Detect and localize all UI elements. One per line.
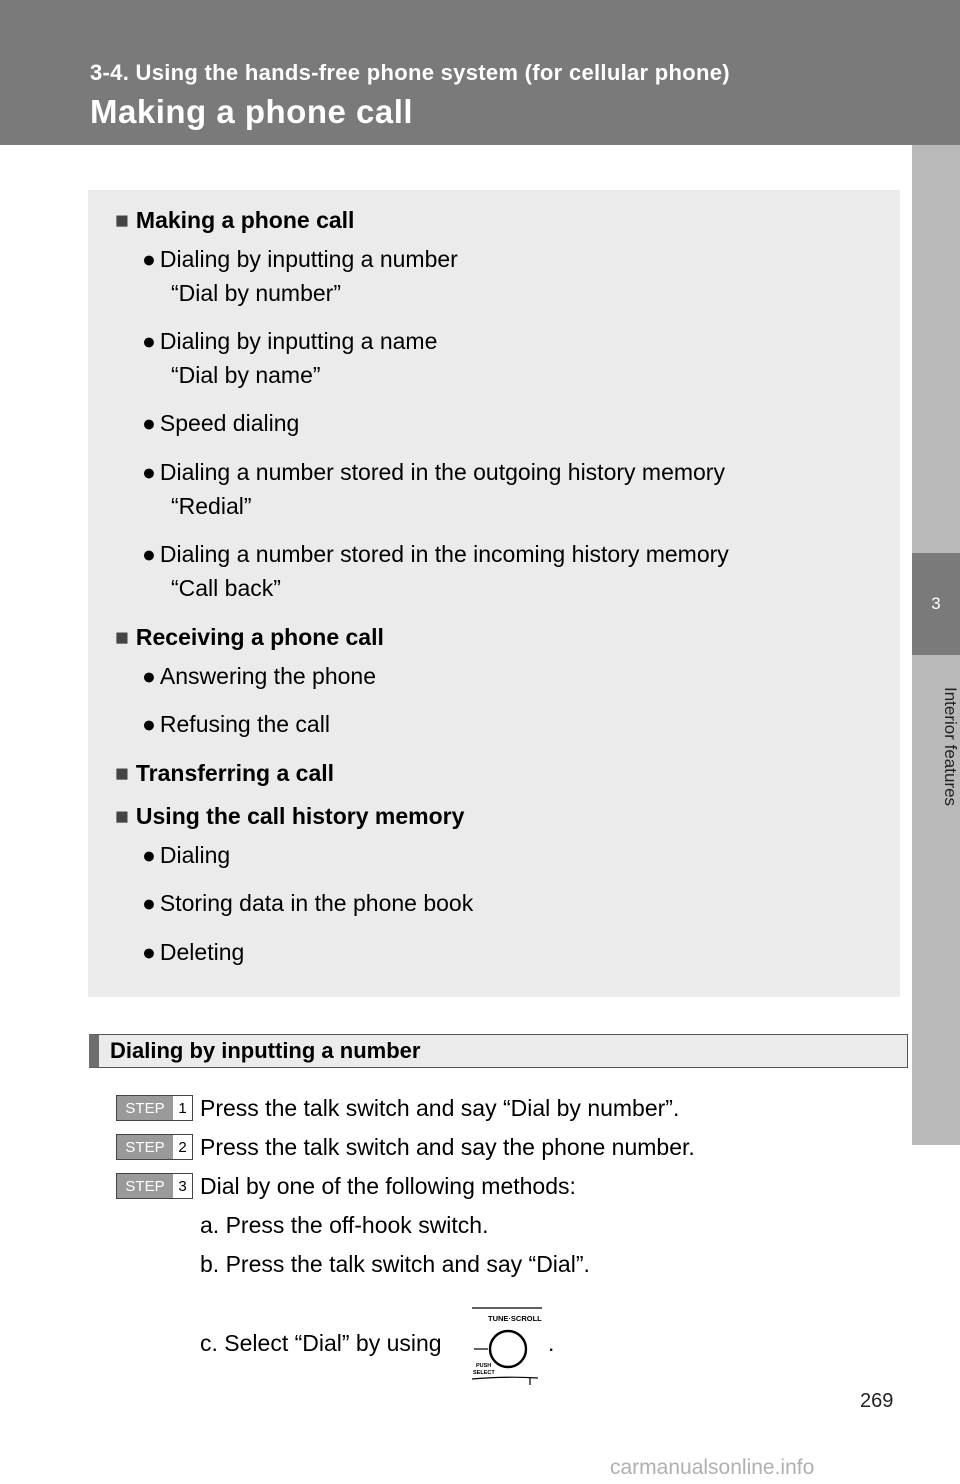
step-text-1: Press the talk switch and say “Dial by number”. — [200, 1095, 680, 1121]
overview-item-storing: ● Storing data in the phone book — [142, 890, 474, 916]
chapter-tab — [912, 145, 960, 1145]
circle-bullet-icon: ● — [142, 842, 156, 868]
overview-heading-making: ■ Making a phone call — [115, 207, 355, 233]
overview-item-deleting: ● Deleting — [142, 939, 245, 965]
section-heading: Dialing by inputting a number — [110, 1038, 421, 1063]
circle-bullet-icon: ● — [142, 328, 156, 354]
circle-bullet-icon: ● — [142, 663, 156, 689]
step-text-3: Dial by one of the following methods: — [200, 1173, 576, 1199]
overview-item-answering: ● Answering the phone — [142, 663, 377, 689]
chapter-number: 3 — [912, 553, 960, 655]
overview-heading-transferring: ■ Transferring a call — [115, 760, 335, 786]
overview-cmd-callback: “Call back” — [171, 575, 281, 601]
overview-cmd-redial: “Redial” — [171, 493, 252, 519]
overview-item-dialing: ● Dialing — [142, 842, 231, 868]
chapter-label: Interior features — [941, 687, 960, 807]
method-a: a. Press the off-hook switch. — [200, 1212, 489, 1238]
step-badge-3: STEP 3 — [116, 1173, 193, 1199]
overview-cmd-by-number: “Dial by number” — [171, 280, 341, 306]
circle-bullet-icon: ● — [142, 711, 156, 737]
circle-bullet-icon: ● — [142, 459, 156, 485]
overview-item-outgoing: ● Dialing a number stored in the outgoing history memory — [142, 459, 725, 485]
overview-heading-receiving: ■ Receiving a phone call — [115, 624, 384, 650]
circle-bullet-icon: ● — [142, 939, 156, 965]
tune-scroll-knob-icon — [470, 1305, 544, 1387]
watermark: carmanualsonline.info — [610, 1456, 815, 1479]
square-bullet-icon: ■ — [115, 624, 129, 650]
square-bullet-icon: ■ — [115, 760, 129, 786]
method-c-end: . — [548, 1330, 555, 1356]
circle-bullet-icon: ● — [142, 246, 156, 272]
overview-item-incoming: ● Dialing a number stored in the incoming history memory — [142, 541, 729, 567]
section-title: 3-4. Using the hands-free phone system (for cellular phone) — [90, 60, 730, 85]
page-title: Making a phone call — [90, 93, 414, 130]
page-header — [0, 0, 960, 145]
overview-item-speed: ● Speed dialing — [142, 410, 300, 436]
overview-heading-history: ■ Using the call history memory — [115, 803, 465, 829]
knob-select-label: SELECT — [473, 1370, 495, 1376]
step-badge-2: STEP 2 — [116, 1134, 193, 1160]
method-b: b. Press the talk switch and say “Dial”. — [200, 1251, 590, 1277]
step-badge-1: STEP 1 — [116, 1095, 193, 1121]
knob-top-label: TUNE·SCROLL — [488, 1314, 542, 1323]
page-number: 269 — [860, 1390, 894, 1412]
circle-bullet-icon: ● — [142, 410, 156, 436]
circle-bullet-icon: ● — [142, 890, 156, 916]
overview-item-refusing: ● Refusing the call — [142, 711, 330, 737]
overview-cmd-by-name: “Dial by name” — [171, 362, 321, 388]
square-bullet-icon: ■ — [115, 803, 129, 829]
circle-bullet-icon: ● — [142, 541, 156, 567]
knob-push-label: PUSH — [476, 1363, 492, 1369]
square-bullet-icon: ■ — [115, 207, 129, 233]
step-text-2: Press the talk switch and say the phone number. — [200, 1134, 695, 1160]
overview-item-by-name: ● Dialing by inputting a name — [142, 328, 438, 354]
method-c: c. Select “Dial” by using — [200, 1330, 442, 1356]
overview-item-by-number: ● Dialing by inputting a number — [142, 246, 458, 272]
section-heading-bar — [89, 1034, 908, 1068]
